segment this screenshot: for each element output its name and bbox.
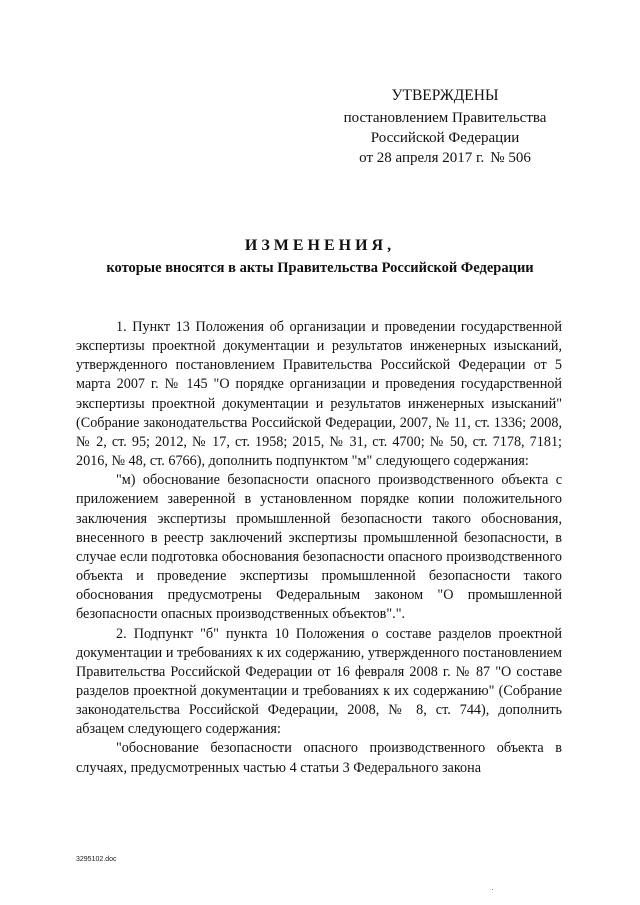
document-subtitle: которые вносятся в акты Правительства Российской Федерации [106,260,534,276]
approval-number: № 506 [490,150,531,166]
approval-date: от 28 апреля 2017 г. [359,150,485,166]
approval-title: УТВЕРЖДЕНЫ [391,87,499,104]
approval-line-2: Российской Федерации [370,130,520,146]
document-title: ИЗМЕНЕНИЯ, [244,237,396,254]
paragraph-2: "м) обоснование безопасности опасного производственного объекта с приложением заверенной в установленном порядке копии положительного заключения экспертизы промышленной безопасности такого обоснования, внесенного в реестр заключений экспертизы промышленной безопасности, в случае если подготовка обоснования безопасности опасного производственного объекта и проведение экспертизы промышленной безопасности такого обоснования предусмотрены Федеральным законом "О промышленной безопасности опасных производственных объектов".". [76,472,562,623]
paragraph-4: "обоснование безопасности опасного производственного объекта в случаях, предусмотренных частью 4 статьи 3 Федерального закона [76,740,562,776]
approval-date-line [330,148,560,168]
document-body [76,318,562,778]
paragraph-1: 1. Пункт 13 Положения об организации и проведении государственной экспертизы проектной документации и результатов инженерных изысканий, утвержденного постановлением Правительства Российской Федерации от 5 марта 2007 г. № 145 "О порядке организации и проведения государственной экспертизы проектной документации и результатов инженерных изысканий" (Собрание законодательства Российской Федерации, 2007, № 11, ст. 1336; 2008, № 2, ст. 95; 2012, № 17, ст. 1958; 2015, № 31, ст. 4700; № 50, ст. 7178, 7181; 2016, № 48, ст. 6766), дополнить подпунктом "м" следующего содержания: [76,319,562,470]
approval-block [330,86,560,168]
footer-filename: 3295102.doc [76,856,117,863]
approval-line-1: постановлением Правительства [343,110,547,126]
paragraph-3: 2. Подпункт "б" пункта 10 Положения о составе разделов проектной документации и требованиях к их содержанию, утвержденного постановлением Правительства Российской Федерации от 16 февраля 2008 г. № 87 "О составе разделов проектной документации и требованиях к их содержанию" (Собрание законодательства Российской Федерации, 2008, № 8, ст. 744), дополнить абзацем следующего содержания: [76,625,562,738]
scan-speck [492,889,493,890]
